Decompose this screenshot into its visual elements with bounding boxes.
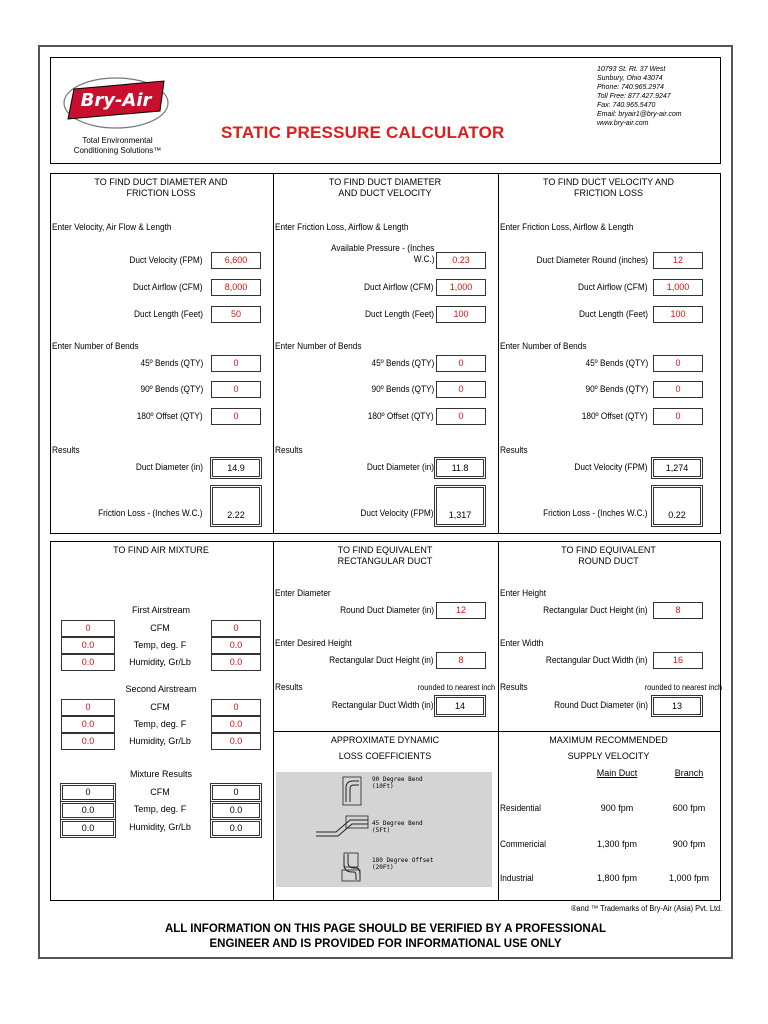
rect-height-input[interactable]: 8 <box>653 602 703 619</box>
velocity-main-value: 1,800 fpm <box>596 873 638 883</box>
airstream2-temp-input[interactable]: 0.0 <box>61 716 115 733</box>
results-heading: Results <box>275 682 303 692</box>
label: 90º Bends (QTY) <box>585 384 648 394</box>
results-heading: Results <box>500 445 528 455</box>
airstream1-temp-value[interactable]: 0.0 <box>211 637 261 654</box>
45-degree-bend-icon <box>314 814 370 838</box>
address-line: 10793 St. Rt. 37 West <box>597 66 666 73</box>
rect-title: RECTANGULAR DUCT <box>337 556 433 566</box>
label: Duct Airflow (CFM) <box>364 282 434 292</box>
velocity-title: MAXIMUM RECOMMENDED <box>549 735 668 745</box>
label: Duct Airflow (CFM) <box>578 282 648 292</box>
label: Rectangular Duct Width (in) <box>546 655 648 665</box>
section2-instructions: Enter Friction Loss, Airflow & Length <box>275 222 409 232</box>
bends-heading: Enter Number of Bends <box>275 341 362 351</box>
bends-heading: Enter Number of Bends <box>500 341 587 351</box>
second-airstream-heading: Second Airstream <box>125 684 197 694</box>
column-header-branch: Branch <box>674 768 704 778</box>
label: Friction Loss - (Inches W.C.) <box>98 508 203 518</box>
mixture-results-heading: Mixture Results <box>129 769 192 779</box>
airstream2-humidity-value[interactable]: 0.0 <box>211 733 261 750</box>
round-diameter-input[interactable]: 12 <box>436 602 486 619</box>
address-line: Sunbury, Ohio 43074 <box>597 75 663 82</box>
address-line: www.bry-air.com <box>597 120 649 127</box>
bend-label: (5Ft) <box>372 827 391 834</box>
airstream1-temp-input[interactable]: 0.0 <box>61 637 115 654</box>
velocity-main-value: 900 fpm <box>600 803 634 813</box>
label: Duct Length (Feet) <box>364 309 434 319</box>
bends-45-input[interactable]: 0 <box>653 355 703 372</box>
label: Round Duct Diameter (in) <box>554 700 648 710</box>
column-header-main-duct: Main Duct <box>596 768 638 778</box>
label: Rectangular Duct Height (in) <box>329 655 434 665</box>
label: Duct Velocity (FPM) <box>129 255 203 265</box>
bends-90-input[interactable]: 0 <box>653 381 703 398</box>
velocity-branch-value: 600 fpm <box>672 803 706 813</box>
label: Duct Length (Feet) <box>133 309 203 319</box>
duct-velocity-result: 1,274 <box>653 459 701 477</box>
loss-title: APPROXIMATE DYNAMIC <box>330 735 440 745</box>
label: Round Duct Diameter (in) <box>340 605 434 615</box>
rect-width-input[interactable]: 16 <box>653 652 703 669</box>
label: Duct Length (Feet) <box>578 309 648 319</box>
label: Duct Diameter (in) <box>135 462 203 472</box>
airstream1-cfm-value[interactable]: 0 <box>211 620 261 637</box>
address-line: Email: bryair1@bry-air.com <box>597 111 682 118</box>
section3-title: TO FIND DUCT VELOCITY AND <box>542 177 675 187</box>
tagline-line-1: Total Environmental <box>82 136 153 145</box>
label: 45º Bends (QTY) <box>140 358 203 368</box>
offset-180-input[interactable]: 0 <box>211 408 261 425</box>
address-line: Fax: 740.965.5470 <box>597 102 656 109</box>
duct-airflow-input[interactable]: 1,000 <box>436 279 486 296</box>
velocity-branch-value: 1,000 fpm <box>668 873 710 883</box>
mixture-cfm-result: 0 <box>62 785 114 800</box>
velocity-main-value: 1,300 fpm <box>596 839 638 849</box>
airstream2-cfm-value[interactable]: 0 <box>211 699 261 716</box>
section3-instructions: Enter Friction Loss, Airflow & Length <box>500 222 634 232</box>
airstream2-temp-value[interactable]: 0.0 <box>211 716 261 733</box>
disclaimer-line-2: ENGINEER AND IS PROVIDED FOR INFORMATIONAL USE ONLY <box>209 938 562 950</box>
bends-45-input[interactable]: 0 <box>436 355 486 372</box>
label: Duct Velocity (FPM) <box>574 462 648 472</box>
cfm-label: CFM <box>150 702 170 712</box>
temp-label: Temp, deg. F <box>133 804 187 814</box>
label: 180º Offset (QTY) <box>582 411 648 421</box>
round-title: ROUND DUCT <box>578 556 639 566</box>
rect-height-input[interactable]: 8 <box>436 652 486 669</box>
enter-width-heading: Enter Width <box>500 638 544 648</box>
mixture-temp-value: 0.0 <box>212 803 260 818</box>
label: 180º Offset (QTY) <box>368 411 434 421</box>
humidity-label: Humidity, Gr/Lb <box>129 657 191 667</box>
enter-diameter-heading: Enter Diameter <box>275 588 331 598</box>
section3-title: FRICTION LOSS <box>573 188 643 198</box>
bend-label: 90 Degree Bend <box>372 776 423 783</box>
enter-height-heading: Enter Height <box>500 588 547 598</box>
rounding-note: rounded to nearest inch <box>417 683 495 692</box>
duct-diameter-result: 11.8 <box>436 459 484 477</box>
address-line: Phone: 740.965.2974 <box>597 84 664 91</box>
mixture-humidity-result: 0.0 <box>62 821 114 836</box>
label: 45º Bends (QTY) <box>371 358 434 368</box>
humidity-label: Humidity, Gr/Lb <box>129 822 191 832</box>
section1-title: FRICTION LOSS <box>126 188 196 198</box>
bends-heading: Enter Number of Bends <box>52 341 139 351</box>
friction-loss-result: 0.22 <box>653 487 701 525</box>
duct-airflow-input[interactable]: 1,000 <box>653 279 703 296</box>
180-degree-offset-icon <box>340 852 364 882</box>
velocity-row-label: Commericial <box>500 839 547 849</box>
bends-45-input[interactable]: 0 <box>211 355 261 372</box>
results-heading: Results <box>52 445 80 455</box>
section1-title: TO FIND DUCT DIAMETER AND <box>94 177 228 187</box>
address-line: Toll Free: 877.427.9247 <box>597 93 671 100</box>
duct-airflow-input[interactable]: 8,000 <box>211 279 261 296</box>
label: 90º Bends (QTY) <box>140 384 203 394</box>
bend-label: (10Ft) <box>372 783 394 790</box>
airstream2-humidity-input[interactable]: 0.0 <box>61 733 115 750</box>
duct-diameter-input[interactable]: 12 <box>653 252 703 269</box>
bend-label: 45 Degree Bend <box>372 820 423 827</box>
bry-air-logo <box>60 75 172 137</box>
round-title: TO FIND EQUIVALENT <box>561 545 656 555</box>
mixture-title: TO FIND AIR MIXTURE <box>113 545 209 555</box>
bends-90-input[interactable]: 0 <box>436 381 486 398</box>
rect-width-result: 14 <box>436 697 484 715</box>
temp-label: Temp, deg. F <box>133 719 187 729</box>
90-degree-bend-icon <box>342 776 362 806</box>
bend-label: 180 Degree Offset <box>372 857 434 864</box>
label: Rectangular Duct Height (in) <box>543 605 648 615</box>
velocity-branch-value: 900 fpm <box>672 839 706 849</box>
rounding-note: rounded to nearest inch <box>644 683 722 692</box>
offset-180-input[interactable]: 0 <box>436 408 486 425</box>
available-pressure-input[interactable]: 0.23 <box>436 252 486 269</box>
results-heading: Results <box>500 682 528 692</box>
mixture-humidity-value: 0.0 <box>212 821 260 836</box>
airstream1-humidity-value[interactable]: 0.0 <box>211 654 261 671</box>
duct-length-input[interactable]: 100 <box>653 306 703 323</box>
bend-label: (20Ft) <box>372 864 394 871</box>
section2-title: AND DUCT VELOCITY <box>338 188 432 198</box>
label: Duct Diameter Round (inches) <box>536 255 648 265</box>
label: 90º Bends (QTY) <box>371 384 434 394</box>
round-diameter-result: 13 <box>653 697 701 715</box>
duct-velocity-input[interactable]: 6,600 <box>211 252 261 269</box>
airstream2-cfm-input[interactable]: 0 <box>61 699 115 716</box>
airstream1-cfm-input[interactable]: 0 <box>61 620 115 637</box>
bends-90-input[interactable]: 0 <box>211 381 261 398</box>
cfm-label: CFM <box>150 787 170 797</box>
bend-diagram-panel <box>276 772 492 887</box>
offset-180-input[interactable]: 0 <box>653 408 703 425</box>
duct-velocity-result: 1,317 <box>436 487 484 525</box>
company-address <box>597 65 682 128</box>
label: Rectangular Duct Width (in) <box>332 700 434 710</box>
duct-diameter-result: 14.9 <box>212 459 260 477</box>
label: Available Pressure - (Inches <box>330 243 434 253</box>
section2-title: TO FIND DUCT DIAMETER <box>328 177 442 187</box>
temp-label: Temp, deg. F <box>133 640 187 650</box>
loss-title: LOSS COEFFICIENTS <box>338 751 432 761</box>
section1-instructions: Enter Velocity, Air Flow & Length <box>52 222 172 232</box>
label: Duct Velocity (FPM) <box>360 508 434 518</box>
label: Duct Diameter (in) <box>366 462 434 472</box>
results-heading: Results <box>275 445 303 455</box>
label: Friction Loss - (Inches W.C.) <box>543 508 648 518</box>
label: 180º Offset (QTY) <box>137 411 203 421</box>
disclaimer-line-1: ALL INFORMATION ON THIS PAGE SHOULD BE VERIFIED BY A PROFESSIONAL <box>164 923 607 935</box>
rect-title: TO FIND EQUIVALENT <box>337 545 433 555</box>
page-title: STATIC PRESSURE CALCULATOR <box>221 123 505 142</box>
humidity-label: Humidity, Gr/Lb <box>129 736 191 746</box>
label: Duct Airflow (CFM) <box>133 282 203 292</box>
calculator-sheet <box>38 45 733 959</box>
mixture-cfm-value: 0 <box>212 785 260 800</box>
friction-loss-result: 2.22 <box>212 487 260 525</box>
mixture-temp-result: 0.0 <box>62 803 114 818</box>
duct-length-input[interactable]: 50 <box>211 306 261 323</box>
tagline-line-2: Conditioning Solutions™ <box>73 146 162 155</box>
velocity-title: SUPPLY VELOCITY <box>567 751 650 761</box>
first-airstream-heading: First Airstream <box>131 605 190 615</box>
velocity-row-label: Residential <box>500 803 541 813</box>
trademark-note: ®and ™ Trademarks of Bry-Air (Asia) Pvt. Ltd. <box>570 904 722 913</box>
cfm-label: CFM <box>150 623 170 633</box>
enter-height-heading: Enter Desired Height <box>275 638 352 648</box>
airstream1-humidity-input[interactable]: 0.0 <box>61 654 115 671</box>
duct-length-input[interactable]: 100 <box>436 306 486 323</box>
velocity-row-label: Industrial <box>500 873 534 883</box>
svg-text:Bry-Air: Bry-Air <box>80 90 152 111</box>
label: 45º Bends (QTY) <box>585 358 648 368</box>
label: W.C.) <box>413 254 434 264</box>
